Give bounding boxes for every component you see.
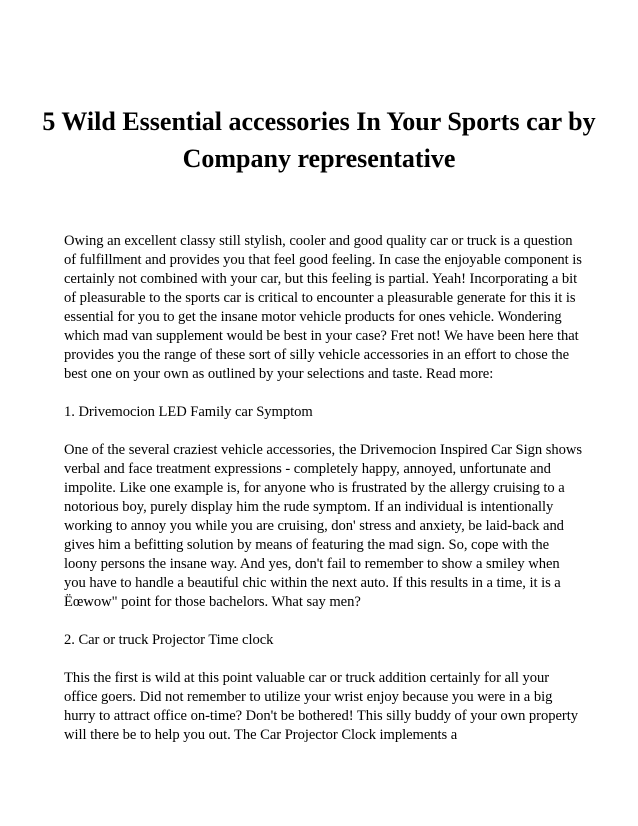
section-heading-2: 2. Car or truck Projector Time clock xyxy=(64,632,274,648)
intro-paragraph: Owing an excellent classy still stylish, cooler and good quality car or truck is a question of fulfillment and provides you that feel good feeling. In case the enjoyable component is certainly not combined with your car, but this feeling is partial. Yeah! Incorporating a bit of pleasurable to the sports car is critical to encounter a pleasurable generate for this it is essential for you to get the insane motor vehicle products for ones vehicle. Wondering which mad van supplement would be best in your case? Fret not! We have been here that provides you the range of these sort of silly vehicle accessories in an effort to chose the best one on your own as outlined by your selections and taste. Read more: xyxy=(64,233,582,382)
section-1-paragraph: One of the several craziest vehicle accessories, the Drivemocion Inspired Car Sign shows verbal and face treatment expressions - completely happy, annoyed, unfortunate and impolite. Like one example is, for anyone who is frustrated by the allergy cruising to a notorious boy, purely display him the rude symptom. If an individual is intentionally working to annoy you while you are cruising, don' stress and anxiety, be laid-back and gives him a befitting solution by means of featuring the mad sign. So, cope with the loony persons the insane way. And yes, don't fail to remember to show a smiley when you have to handle a beautiful chic within the next auto. If this results in a time, it is a Ëœwow" point for those bachelors. What say men? xyxy=(64,442,582,610)
document-title: 5 Wild Essential accessories In Your Sports car by Company representative xyxy=(42,107,596,173)
section-2-paragraph: This the first is wild at this point valuable car or truck addition certainly for all your office goers. Did not remember to utilize your wrist enjoy because you were in a big hurry to attract office on-time? Don't be bothered! This silly buddy of your own property will there be to help you out. The Car Projector Clock implements a xyxy=(64,670,578,743)
section-heading-1: 1. Drivemocion LED Family car Symptom xyxy=(64,404,313,420)
document-body xyxy=(64,232,584,764)
